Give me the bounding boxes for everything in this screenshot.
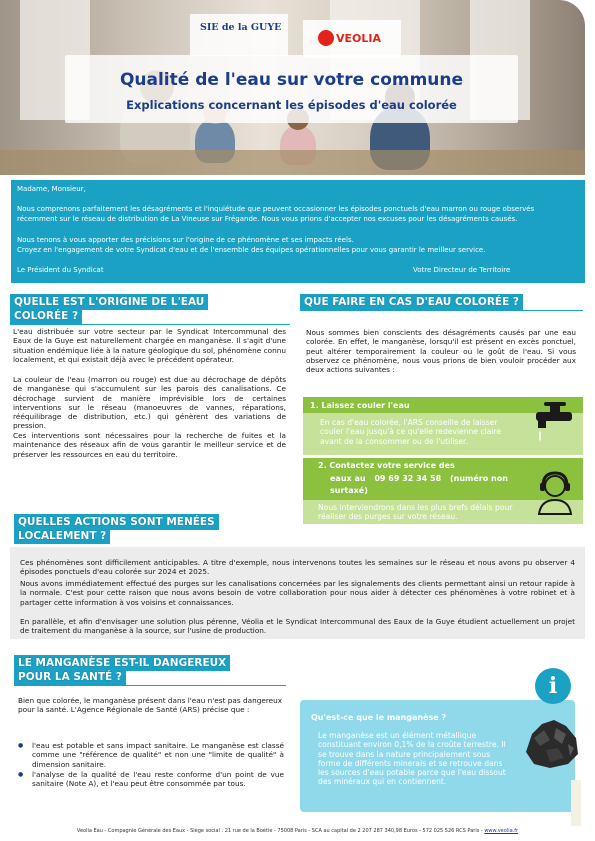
footer — [0, 828, 595, 834]
danger-bullet: ● l'analyse de la qualité de l'eau reste conforme d'un point de vue sanitaire (Note A), et l'eau peut être consommée par tous. — [18, 770, 284, 789]
actions-heading-line1: QUELLES ACTIONS SONT MENÉES — [14, 514, 219, 530]
danger-bullet-list — [18, 741, 284, 789]
footer-text: Veolia Eau - Compagnie Générale des Eaux - Siège social : 21 rue de la Boétie - 75008 Paris - SCA au capital de 2 207 287 340,98 Euros - 572 025 526 RCS Paris - — [76, 828, 485, 834]
veolia-flame-icon — [318, 30, 334, 46]
step2-text: Nous interviendrons dans les plus brefs délais pour réaliser des purges sur votre réseau. — [318, 503, 513, 522]
page-subtitle: Explications concernant les épisodes d'eau colorée — [126, 98, 457, 112]
step2-title-line2a: eaux au — [330, 474, 366, 483]
what-to-do-intro: Nous sommes bien conscients des désagréments causés par une eau colorée. En effet, le manganèse, lorsqu'il est présent en excès ponctuel, peut altérer temporairement la couleur ou le goût de l'eau. Si vous observez ce phénomène, nous vous prions de bien vouloir procéder aux deux actions suivantes : — [306, 328, 576, 375]
what-to-do-heading-rule — [300, 310, 583, 311]
step2-title-line2 — [330, 474, 508, 483]
origin-heading-rule — [10, 324, 290, 325]
info-title: Qu'est-ce que le manganèse ? — [311, 713, 447, 722]
step2-phone[interactable]: 09 69 32 34 58 — [374, 474, 442, 483]
manganese-mineral-image — [520, 714, 582, 770]
step1-title: 1. Laissez couler l'eau — [310, 401, 410, 410]
support-agent-icon — [535, 470, 575, 516]
origin-heading-line1: QUELLE EST L'ORIGINE DE L'EAU — [10, 294, 208, 310]
danger-heading-line2: POUR LA SANTÉ ? — [14, 669, 126, 685]
logo-veolia-text: VEOLIA — [336, 32, 381, 45]
info-icon: i — [535, 668, 571, 704]
danger-heading-rule — [14, 685, 286, 686]
footer-link[interactable]: www.veolia.fr — [484, 828, 519, 834]
danger-intro: Bien que colorée, le manganèse présent dans l'eau n'est pas dangereux pour la santé. L'Agence Régionale de Santé (ARS) précise que : — [18, 696, 283, 715]
letter-signature-president: Le Président du Syndicat — [17, 266, 104, 274]
letter-paragraph-3: Croyez en l'engagement de votre Syndicat d'eau et de l'ensemble des équipes opérationnelles pour vous garantir le meilleur service. — [17, 246, 486, 254]
actions-heading-line2: LOCALEMENT ? — [14, 528, 110, 544]
actions-paragraph-3: En parallèle, et afin d'envisager une solution plus pérenne, Véolia et le Syndicat Intercommunal des Eaux de la Guye étudient actuellement un projet de traitement du manganèse à la source, sur l'usine de production. — [20, 617, 575, 636]
danger-bullet: ● l'eau est potable et sans impact sanitaire. Le manganèse est classé comme une "référence de qualité" et non une "limite de qualité" à dimension sanitaire. — [18, 741, 284, 769]
actions-paragraph-2: Nous avons immédiatement effectué des purges sur les canalisations concernées par les signalements des clients permettant ainsi un retour rapide à la normale. C'est pour cette raison que nous avons besoin de votre collaboration pour nous aider à détecter ces phénomènes à votre robinet et à partager cette information à vos voisins et connaissances. — [20, 579, 575, 607]
origin-paragraph-3: Ces interventions sont nécessaires pour la recherche de fuites et la maintenance des réseaux afin de vous garantir le meilleur service et de préserver les ressources en eau du territoire. — [13, 431, 286, 459]
intro-letter — [11, 180, 585, 283]
logo-sie-text: SIE de la GUYE — [200, 22, 282, 33]
origin-paragraph-1: L'eau distribuée sur votre secteur par le Syndicat Intercommunal des Eaux de la Guye est naturellement chargée en manganèse. Il s'agit d'une situation endémique liée à la nature géologique du sol, phénomène connu localement, et qui existait déjà avec le précédent opérateur. — [13, 327, 286, 364]
what-to-do-heading: QUE FAIRE EN CAS D'EAU COLORÉE ? — [300, 294, 523, 310]
info-text: Le manganèse est un élément métallique constituant environ 0,1% de la croûte terrestre. Il se trouve dans la nature principalement sous forme de différents minerais et se retrouve dans les sources d'eau potable parce que l'eau dissout des minéraux qui en contiennent. — [318, 731, 506, 787]
logo-sie — [190, 14, 288, 56]
step2-title-line1: 2. Contactez votre service des — [318, 461, 455, 470]
origin-heading-line2: COLORÉE ? — [10, 308, 82, 324]
letter-signature-director: Votre Directeur de Territoire — [413, 266, 511, 274]
letter-paragraph-2: Nous tenons à vous apporter des précisions sur l'origine de ce phénomène et ses impacts réels. — [17, 236, 354, 244]
letter-paragraph-1: Nous comprenons parfaitement les désagréments et l'inquiétude que peuvent occasionner les épisodes ponctuels d'eau marron ou rouge observés récemment sur le réseau de distribution de La Vineuse sur Frégande. Nous vous prions d'accepter nos excuses pour les désagréments causés. — [17, 205, 535, 223]
qr-code-strip — [571, 780, 581, 826]
origin-paragraph-2: La couleur de l'eau (marron ou rouge) est due au décrochage de dépôts de manganèse qui s'accumulent sur les parois des canalisations. Ce décrochage survient de manière imprévisible lors de certaines interventions sur le réseau (manoeuvres de vannes, réparations, rééquilibrage de distribution, etc.) qui génèrent des variations de pression. — [13, 375, 286, 431]
danger-heading-line1: LE MANGANÈSE EST-IL DANGEREUX — [14, 655, 230, 671]
tap-icon — [530, 400, 582, 446]
page-title: Qualité de l'eau sur votre commune — [119, 70, 464, 90]
step2-title-line3: surtaxé) — [330, 486, 368, 495]
letter-greeting: Madame, Monsieur, — [17, 185, 86, 193]
step2-title-line2b: (numéro non — [449, 474, 508, 483]
actions-paragraph-1: Ces phénomènes sont difficilement anticipables. A titre d'exemple, nous intervenons toutes les semaines sur le réseau et nous avons pu observer 4 épisodes ponctuels d'eau colorée sur 2024 et 2025. — [20, 558, 575, 577]
step1-text: En cas d'eau colorée, l'ARS conseille de laisser couler l'eau jusqu'à ce qu'elle redevienne claire avant de la consommer ou de l'utiliser. — [320, 418, 502, 446]
